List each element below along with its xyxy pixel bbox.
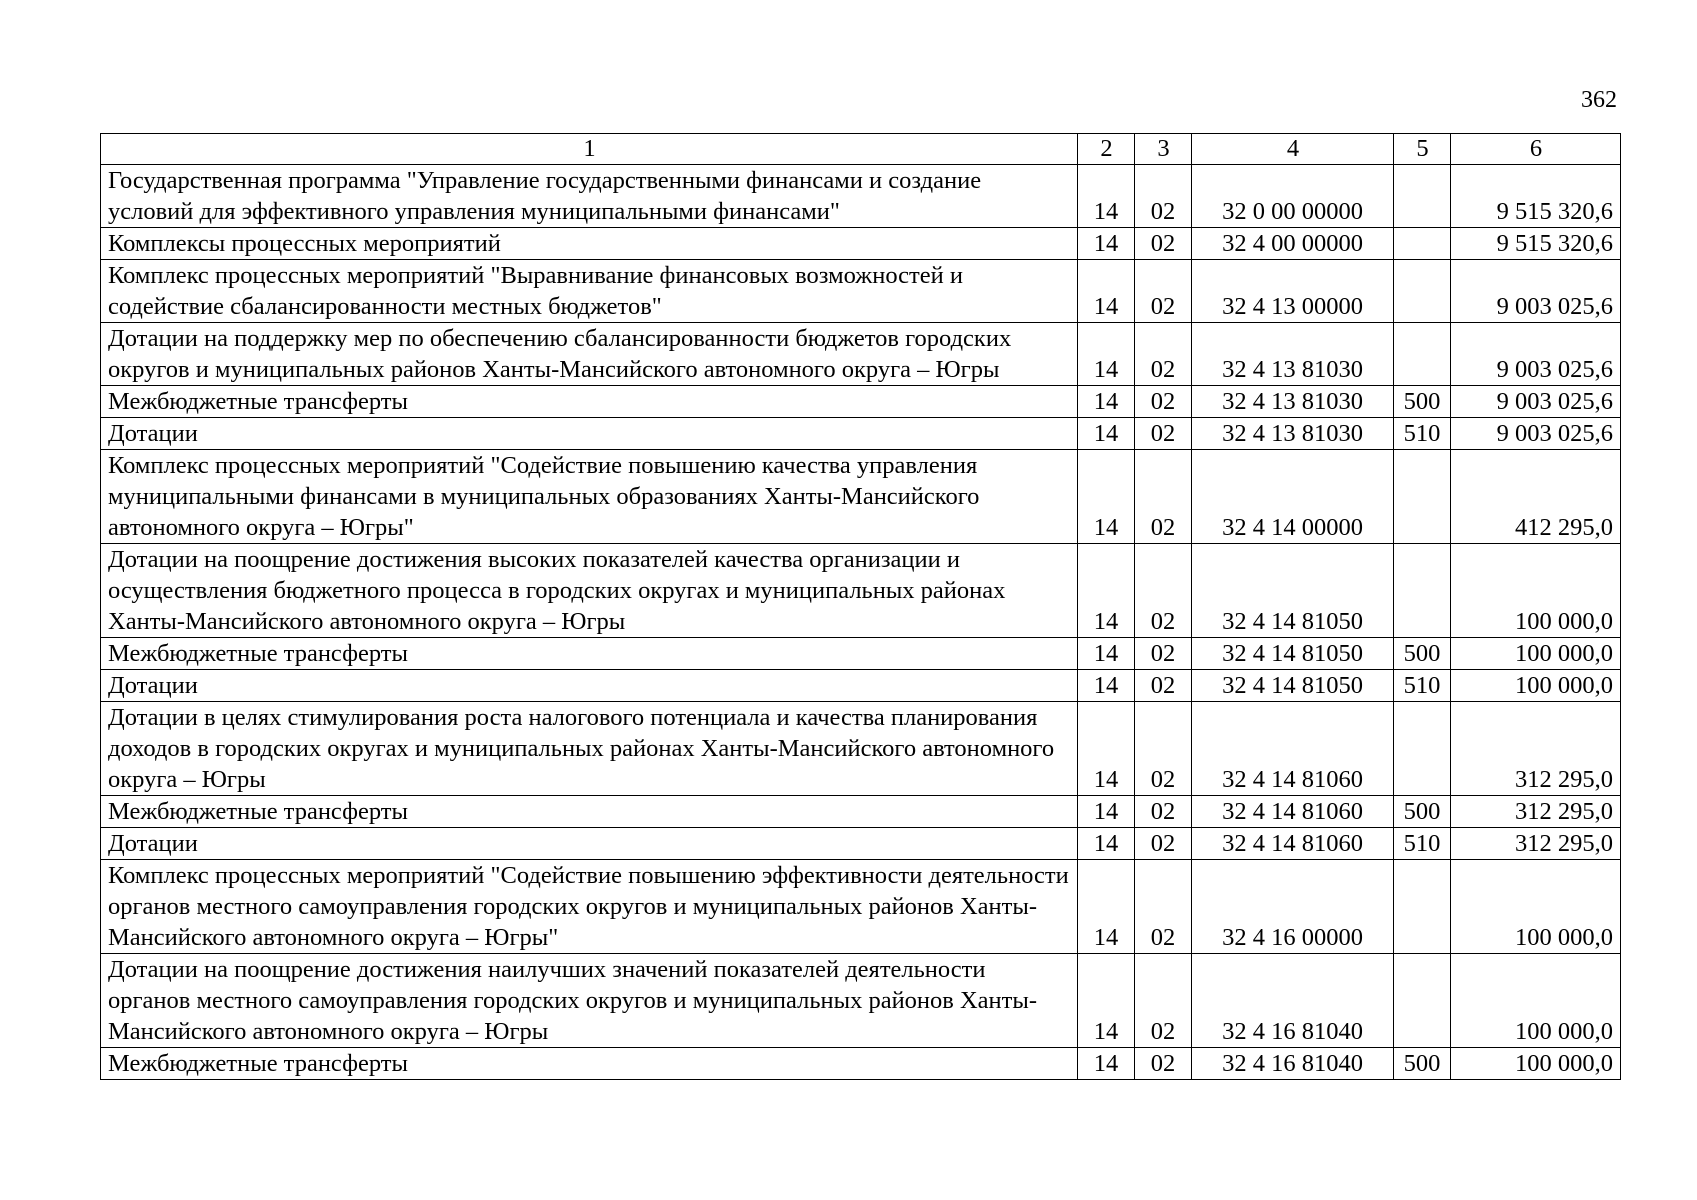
header-col-6: 6	[1451, 134, 1621, 165]
table-row	[101, 165, 1621, 228]
row-target-code: 32 4 16 81040	[1192, 1048, 1394, 1080]
row-expense-type	[1394, 260, 1451, 323]
row-subsection: 02	[1135, 544, 1192, 638]
row-expense-type: 510	[1394, 670, 1451, 702]
row-target-code: 32 4 14 00000	[1192, 450, 1394, 544]
row-section: 14	[1078, 702, 1135, 796]
row-amount: 100 000,0	[1451, 860, 1621, 954]
table-row	[101, 1048, 1621, 1080]
row-expense-type	[1394, 323, 1451, 386]
row-name: Дотации	[101, 418, 1078, 450]
row-name: Комплекс процессных мероприятий "Выравнивание финансовых возможностей и содействие сбалансированности местных бюджетов"	[101, 260, 1078, 323]
row-subsection: 02	[1135, 260, 1192, 323]
row-subsection: 02	[1135, 796, 1192, 828]
row-section: 14	[1078, 323, 1135, 386]
row-amount: 312 295,0	[1451, 796, 1621, 828]
row-amount: 100 000,0	[1451, 954, 1621, 1048]
row-subsection: 02	[1135, 228, 1192, 260]
table-row	[101, 828, 1621, 860]
row-name: Дотации на поощрение достижения наилучших значений показателей деятельности органов местного самоуправления городских округов и муниципальных районов Ханты-Мансийского автономного округа – Югры	[101, 954, 1078, 1048]
row-expense-type	[1394, 544, 1451, 638]
row-amount: 9 003 025,6	[1451, 418, 1621, 450]
table-row	[101, 954, 1621, 1048]
page-number: 362	[1581, 87, 1617, 113]
row-name: Дотации на поддержку мер по обеспечению сбалансированности бюджетов городских округов и муниципальных районов Ханты-Мансийского автономного округа – Югры	[101, 323, 1078, 386]
row-expense-type	[1394, 228, 1451, 260]
row-target-code: 32 4 13 81030	[1192, 323, 1394, 386]
row-subsection: 02	[1135, 954, 1192, 1048]
table-row	[101, 450, 1621, 544]
table-row	[101, 670, 1621, 702]
row-amount: 312 295,0	[1451, 702, 1621, 796]
row-section: 14	[1078, 544, 1135, 638]
row-expense-type: 500	[1394, 796, 1451, 828]
row-subsection: 02	[1135, 323, 1192, 386]
row-target-code: 32 4 14 81060	[1192, 796, 1394, 828]
row-expense-type: 500	[1394, 638, 1451, 670]
table-row	[101, 323, 1621, 386]
row-subsection: 02	[1135, 828, 1192, 860]
table-row	[101, 702, 1621, 796]
table-row	[101, 260, 1621, 323]
row-section: 14	[1078, 828, 1135, 860]
header-col-4: 4	[1192, 134, 1394, 165]
row-amount: 100 000,0	[1451, 1048, 1621, 1080]
row-section: 14	[1078, 418, 1135, 450]
row-target-code: 32 4 14 81050	[1192, 670, 1394, 702]
row-target-code: 32 0 00 00000	[1192, 165, 1394, 228]
row-expense-type	[1394, 702, 1451, 796]
row-name: Комплекс процессных мероприятий "Содействие повышению качества управления муниципальными финансами в муниципальных образованиях Ханты-Мансийского автономного округа – Югры"	[101, 450, 1078, 544]
table-row	[101, 544, 1621, 638]
header-col-2: 2	[1078, 134, 1135, 165]
row-section: 14	[1078, 260, 1135, 323]
row-section: 14	[1078, 796, 1135, 828]
row-amount: 9 515 320,6	[1451, 228, 1621, 260]
row-section: 14	[1078, 638, 1135, 670]
row-subsection: 02	[1135, 670, 1192, 702]
row-name: Межбюджетные трансферты	[101, 1048, 1078, 1080]
row-expense-type	[1394, 450, 1451, 544]
row-amount: 100 000,0	[1451, 670, 1621, 702]
row-target-code: 32 4 13 00000	[1192, 260, 1394, 323]
row-target-code: 32 4 13 81030	[1192, 386, 1394, 418]
table-row	[101, 228, 1621, 260]
row-name: Дотации на поощрение достижения высоких показателей качества организации и осуществления бюджетного процесса в городских округах и муниципальных районах Ханты-Мансийского автономного округа – Югры	[101, 544, 1078, 638]
header-col-5: 5	[1394, 134, 1451, 165]
row-expense-type: 500	[1394, 1048, 1451, 1080]
row-section: 14	[1078, 228, 1135, 260]
row-target-code: 32 4 14 81050	[1192, 638, 1394, 670]
row-section: 14	[1078, 450, 1135, 544]
row-section: 14	[1078, 386, 1135, 418]
row-section: 14	[1078, 860, 1135, 954]
table-row	[101, 386, 1621, 418]
row-name: Дотации	[101, 828, 1078, 860]
row-amount: 9 003 025,6	[1451, 260, 1621, 323]
row-name: Комплекс процессных мероприятий "Содействие повышению эффективности деятельности органов местного самоуправления городских округов и муниципальных районов Ханты-Мансийского автономного округа – Югры"	[101, 860, 1078, 954]
table-row	[101, 796, 1621, 828]
row-amount: 9 515 320,6	[1451, 165, 1621, 228]
row-amount: 100 000,0	[1451, 544, 1621, 638]
row-subsection: 02	[1135, 418, 1192, 450]
row-target-code: 32 4 14 81060	[1192, 828, 1394, 860]
row-name: Межбюджетные трансферты	[101, 796, 1078, 828]
header-col-1: 1	[101, 134, 1078, 165]
row-target-code: 32 4 16 00000	[1192, 860, 1394, 954]
row-target-code: 32 4 13 81030	[1192, 418, 1394, 450]
row-expense-type: 510	[1394, 828, 1451, 860]
row-expense-type	[1394, 165, 1451, 228]
budget-table	[100, 133, 1621, 1080]
row-target-code: 32 4 00 00000	[1192, 228, 1394, 260]
row-name: Межбюджетные трансферты	[101, 386, 1078, 418]
row-expense-type: 500	[1394, 386, 1451, 418]
table-row	[101, 638, 1621, 670]
header-row	[101, 134, 1621, 165]
row-amount: 312 295,0	[1451, 828, 1621, 860]
row-target-code: 32 4 14 81050	[1192, 544, 1394, 638]
row-expense-type	[1394, 954, 1451, 1048]
row-subsection: 02	[1135, 165, 1192, 228]
row-subsection: 02	[1135, 860, 1192, 954]
table-row	[101, 418, 1621, 450]
row-target-code: 32 4 14 81060	[1192, 702, 1394, 796]
row-amount: 9 003 025,6	[1451, 386, 1621, 418]
row-name: Государственная программа "Управление государственными финансами и создание условий для эффективного управления муниципальными финансами"	[101, 165, 1078, 228]
row-subsection: 02	[1135, 450, 1192, 544]
row-name: Дотации в целях стимулирования роста налогового потенциала и качества планирования доходов в городских округах и муниципальных районах Ханты-Мансийского автономного округа – Югры	[101, 702, 1078, 796]
row-expense-type	[1394, 860, 1451, 954]
row-subsection: 02	[1135, 638, 1192, 670]
row-subsection: 02	[1135, 702, 1192, 796]
row-name: Межбюджетные трансферты	[101, 638, 1078, 670]
row-section: 14	[1078, 954, 1135, 1048]
row-name: Комплексы процессных мероприятий	[101, 228, 1078, 260]
row-section: 14	[1078, 1048, 1135, 1080]
header-col-3: 3	[1135, 134, 1192, 165]
row-expense-type: 510	[1394, 418, 1451, 450]
row-section: 14	[1078, 670, 1135, 702]
row-subsection: 02	[1135, 386, 1192, 418]
row-amount: 412 295,0	[1451, 450, 1621, 544]
row-amount: 9 003 025,6	[1451, 323, 1621, 386]
row-section: 14	[1078, 165, 1135, 228]
row-target-code: 32 4 16 81040	[1192, 954, 1394, 1048]
table-row	[101, 860, 1621, 954]
row-amount: 100 000,0	[1451, 638, 1621, 670]
row-name: Дотации	[101, 670, 1078, 702]
row-subsection: 02	[1135, 1048, 1192, 1080]
